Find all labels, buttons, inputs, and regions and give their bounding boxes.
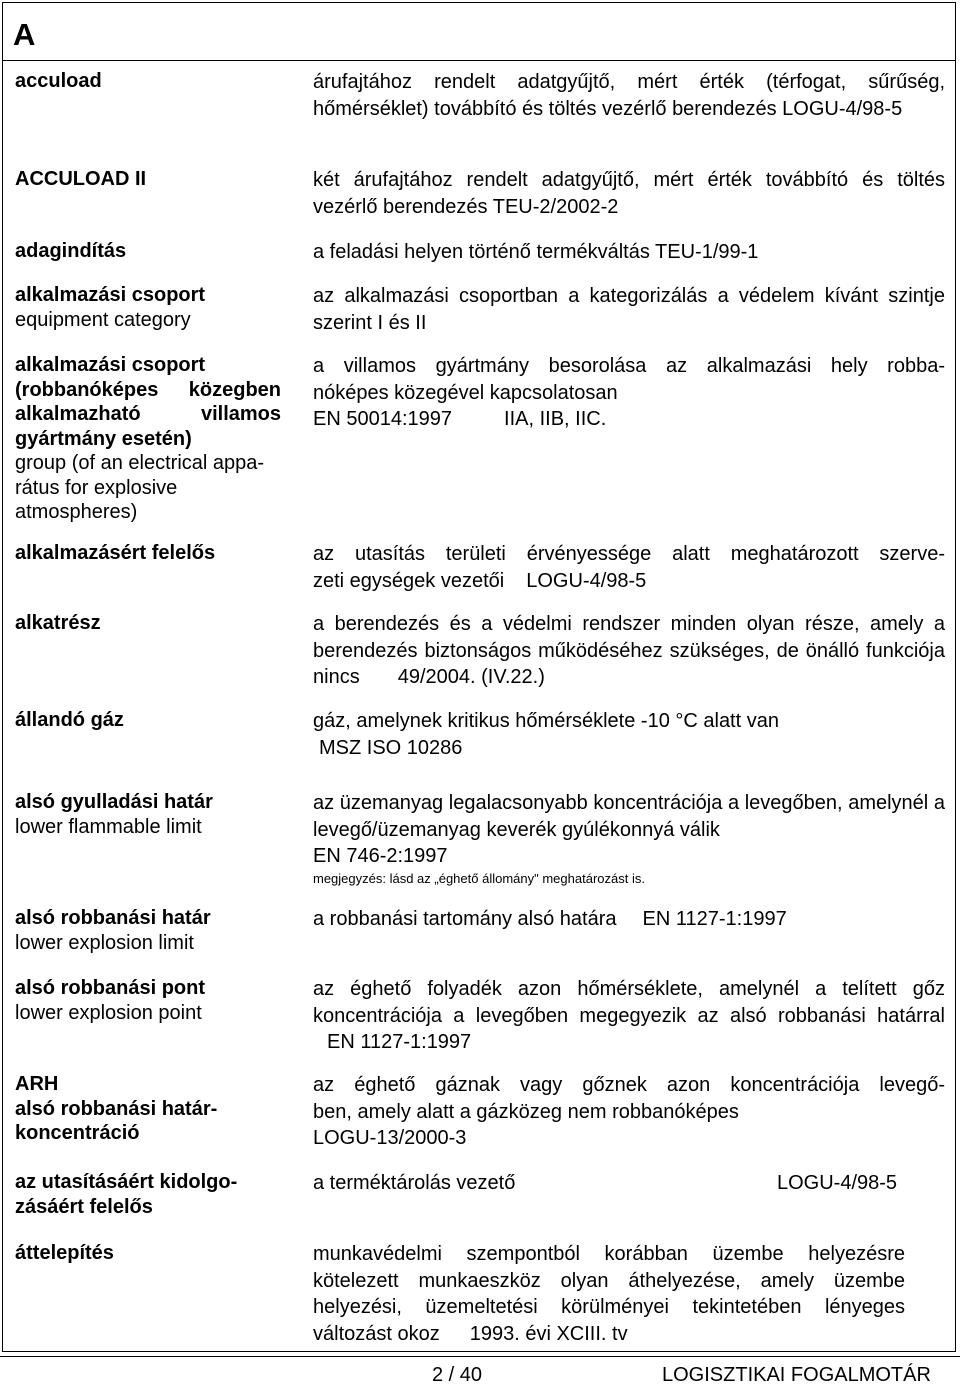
entry-definition: a robbanási tartomány alsó határa EN 1127-1:1997 [313, 906, 945, 933]
entry-term: alsó robbanási határ lower explosion limit [15, 906, 281, 955]
entry-term: alkalmazási csoport (robbanóképes közegben alkalmazható villamos gyártmány esetén) group (of an electrical appa- rátus for explosive atmospheres) [15, 354, 281, 523]
entry-definition: az utasítás területi érvényessége alatt meghatározott szerve- zeti egységek vezetői LOGU-4/98-5 [313, 541, 945, 594]
entry-reference: EN 1127-1:1997 [642, 908, 787, 930]
entry-term-english: lower explosion point [15, 1001, 202, 1024]
entry-term-english: equipment category [15, 308, 191, 331]
entry-reference: LOGU-4/98-5 [526, 569, 647, 592]
entry-definition: a berendezés és a védelmi rendszer minden olyan része, amely a berendezés biztonságos működéséhez szükséges, de önálló funkciója nincs 49/2004. (IV.22.) [313, 611, 945, 691]
entry-reference: LOGU-13/2000-3 [313, 1127, 467, 1149]
entry-term: áttelepítés [15, 1242, 114, 1264]
entry-definition: árufajtához rendelt adatgyűjtő, mért érték (térfogat, sűrűség, hőmérséklet) továbbító és töltés vezérlő berendezés LOGU-4/98-5 [313, 71, 945, 120]
entry-term: alsó robbanási pont lower explosion point [15, 976, 281, 1025]
footer-divider [0, 1356, 960, 1357]
entry-term-english: lower flammable limit [15, 815, 202, 838]
entry-term: az utasításáért kidolgo- zásáért felelős [15, 1171, 238, 1218]
entry-definition: két árufajtához rendelt adatgyűjtő, mért érték továbbító és töltés vezérlő berendezés TEU-2/2002-2 [313, 169, 945, 218]
entry-term: ACCULOAD II [15, 168, 147, 190]
entry-definition: az éghető folyadék azon hőmérséklete, amelynél a telített gőz koncentrációja a levegőben megegyezik az alsó robbanási határralEN 1127-1:1997 [313, 976, 945, 1056]
entry-note: megjegyzés: lásd az „éghető állomány" meghatározást is. [313, 870, 645, 886]
entry-term-english: lower explosion limit [15, 931, 194, 954]
entry-term: ARH alsó robbanási határ- koncentráció [15, 1073, 218, 1144]
entry-definition: a feladási helyen történő termékváltás TEU-1/99-1 [313, 241, 759, 263]
entry-term: alsó gyulladási határ lower flammable limit [15, 790, 281, 839]
entry-term: accuload [15, 70, 102, 92]
entry-definition: munkavédelmi szempontból korábban üzembe helyezésre kötelezett munkaeszköz olyan áthelyezése, amely üzembe helyezési, üzemeltetési körülményei tekintetében lényeges változást okoz 1993. évi XCIII. tv [313, 1241, 905, 1347]
entry-term: állandó gáz [15, 709, 124, 731]
entry-definition: az alkalmazási csoportban a kategorizálás a védelem kívánt szintje szerint I és II [313, 285, 945, 334]
glossary-frame [2, 2, 956, 1352]
document-title: LOGISZTIKAI FOGALMOTÁR [662, 1364, 931, 1386]
entry-definition: az üzemanyag legalacsonyabb koncentrációja a levegőben, amelynél a levegő/üzemanyag keverék gyúlékonnyá válik EN 746-2:1997 megjegyzés: lásd az „éghető állomány" meghatározást is. [313, 792, 945, 886]
section-header [3, 3, 955, 61]
entry-term-english: group (of an electrical appa- [15, 452, 265, 474]
entry-reference: 49/2004. (IV.22.) [397, 666, 545, 688]
entry-definition: gáz, amelynek kritikus hőmérséklete -10 °C alatt van MSZ ISO 10286 [313, 708, 945, 761]
entry-reference: LOGU-4/98-5 [777, 1172, 898, 1194]
entry-definition: a villamos gyártmány besorolása az alkalmazási hely robba- nóképes közegével kapcsolatosan EN 50014:1997 IIA, IIB, IIC. [313, 353, 945, 433]
entry-definition: az éghető gáznak vagy gőznek azon koncentrációja levegő- ben, amely alatt a gázközeg nem robbanóképes LOGU-13/2000-3 [313, 1072, 945, 1152]
entry-reference: EN 746-2:1997 [313, 845, 448, 867]
entry-term: alkalmazásért felelős [15, 542, 216, 564]
entry-term: alkalmazási csoport equipment category [15, 283, 281, 332]
section-letter: A [13, 17, 36, 52]
entry-reference: EN 50014:1997 [313, 408, 453, 430]
entry-reference: EN 1127-1:1997 [327, 1031, 472, 1053]
entry-term: adagindítás [15, 240, 127, 262]
page-number: 2 / 40 [432, 1364, 483, 1386]
entry-term: alkatrész [15, 612, 101, 634]
entry-reference: MSZ ISO 10286 [319, 736, 463, 759]
entry-reference: 1993. évi XCIII. tv [469, 1322, 628, 1345]
entry-definition: a terméktárolás vezető LOGU-4/98-5 [313, 1170, 945, 1197]
